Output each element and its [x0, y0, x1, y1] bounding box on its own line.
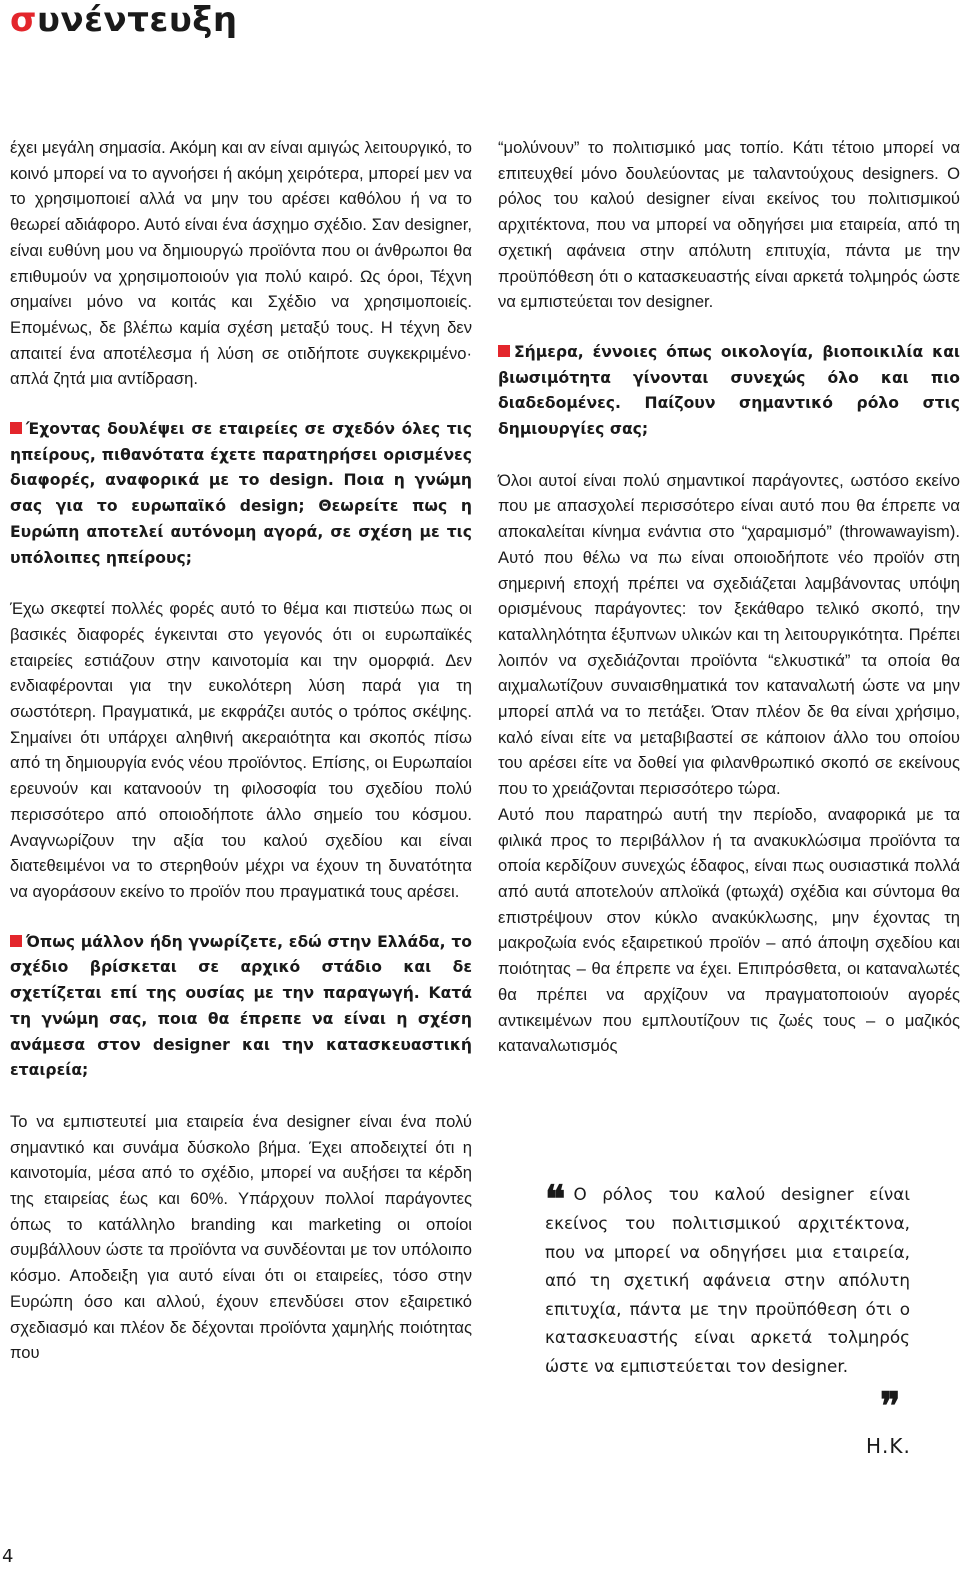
open-quote-icon: ❝ — [545, 1176, 566, 1221]
left-column — [10, 135, 472, 1391]
pull-quote-text: Ο ρόλος του καλού designer είναι εκείνος του πολιτισμικού αρχιτέκτονα, που να μπορεί να οδηγήσει μια εταιρεία, από τη σχετική αφάνεια στην απόλυτη επιτυχία, πάντα με την προϋπόθεση ότι ο κατασκευαστής είναι αρκετά τολμηρός ώστε να εμπιστεύεται τον designer. — [545, 1184, 910, 1376]
question-bullet-icon — [10, 422, 22, 434]
question-text: Έχοντας δουλέψει σε εταιρείες σε σχεδόν όλες τις ηπείρους, πιθανότατα έχετε παρατηρήσει ορισμένες διαφορές, αναφορικά με το design. Ποια η γνώμη σας για το ευρωπαϊκό design; Θεωρείτε πως η Ευρώπη αποτελεί αυτόνομη αγορά, σε σχέση με τις υπόλοιπες ηπείρους; — [10, 420, 472, 567]
page-number: 4 — [2, 1546, 14, 1567]
answer-paragraph: έχει μεγάλη σημασία. Ακόμη και αν είναι αμιγώς λειτουργικό, το κοινό μπορεί να το αγνοήσει ή ακόμη χειρότερα, μπορεί μεν να το χρησιμοποιεί αλλά να μην του αρέσει καθόλου ή να το θεωρεί αδιάφορο. Αυτό είναι ένα άσχημο σχέδιο. Σαν designer, είναι ευθύνη μου να δημιουργώ προϊόντα που οι άνθρωποι θα επιθυμούν να χρησιμοποιούν για πολύ καιρό. Ως όροι, Τέχνη σημαίνει μόνο να κοιτάς και Σχέδιο να χρησιμοποιείς. Επομένως, δε βλέπω καμία σχέση μεταξύ τους. Η τέχνη δεν απαιτεί ένα αποτέλεσμα ή λύση σε οτιδήποτε συγκεκριμένο· απλά ζητά μια αντίδραση. — [10, 138, 472, 389]
answer-paragraph: Το να εμπιστευτεί μια εταιρεία ένα designer είναι ένα πολύ σημαντικό και συνάμα δύσκολο βήμα. Έχει αποδειχτεί ότι η καινοτομία, μέσα από το σχέδιο, μπορεί να αυξήσει τα κέρδη της εταιρείας έως και 60%. Υπάρχουν πολλοί παράγοντες όπως το κατάλληλο branding και marketing οι οποίοι συμβάλλουν ώστε τα προϊόντα να συνδέονται με τον υπόλοιπο κόσμο. Αποδειξη για αυτό είναι ότι οι εταιρείες, τόσο στην Ευρώπη όσο και αλλού, έχουν επενδύσει στον εξαιρετικό σχεδιασμό και πλέον δε δέχονται προϊόντα χαμηλής ποιότητας που — [10, 1111, 472, 1363]
question-bullet-icon — [498, 345, 510, 357]
question-text: Σήμερα, έννοιες όπως οικολογία, βιοποικιλία και βιωσιμότητα γίνονται συνεχώς όλο και πιο διαδεδομένες. Παίζουν σημαντικό ρόλο στις δημιουργίες σας; — [498, 342, 960, 439]
answer-paragraph: Έχω σκεφτεί πολλές φορές αυτό το θέμα και πιστεύω πως οι βασικές διαφορές έγκεινται στο γεγονός ότι οι ευρωπαϊκές εταιρείες εστιάζουν στην καινοτομία και την ομορφιά. Δεν ενδιαφέρονται για την ευκολότερη λύση παρά για τη σωστότερη. Πραγματικά, με εκφράζει αυτός ο τρόπος σκέψης. Σημαίνει ότι υπάρχει αληθινή ακεραιότητα και σκοπός πίσω από τη δημιουργία ενός νέου προϊόντος. Επίσης, οι Ευρωπαίοι ερευνούν και κατανοούν τη φιλοσοφία του σχεδίου πολύ περισσότερο από οποιοδήποτε άλλο σημείο του κόσμου. Αναγνωρίζουν την αξία του καλού σχεδίου και είναι διατεθειμένοι να το στερηθούν μέχρι να έχουν τη δυνατότητα να αγοράσουν εκείνο το προϊόν που πραγματικά τους αρέσει. — [10, 599, 472, 901]
section-title-initial: σ — [10, 0, 37, 40]
close-quote-icon: ❞ — [880, 1383, 901, 1428]
pull-quote — [545, 1176, 910, 1380]
answer-paragraph: Αυτό που παρατηρώ αυτή την περίοδο, αναφορικά με τα φιλικά προς το περιβάλλον ή τα ανακυκλώσιμα προϊόντα τα οποία κερδίζουν συνεχώς έδαφος, είναι πως ουσιαστικά πολλά από αυτά αποτελούν απλοϊκά (φτωχά) σχέδια και σύντομα θα επιστρέψουν στον κύκλο ανακύκλωσης, μην έχοντας τη μακροζωία ενός εξαιρετικού προϊόν – από άποψη σχεδίου και ποιότητας – θα έπρεπε να έχει. Επιπρόσθετα, οι καταναλωτές θα πρέπει να αρχίζουν να πραγματοποιούν αγορές αντικειμένων που εμπλουτίζουν τις ζωές τους – ο μαζικός καταναλωτισμός — [498, 804, 960, 1056]
question-text: Όπως μάλλον ήδη γνωρίζετε, εδώ στην Ελλάδα, το σχέδιο βρίσκεται σε αρχικό στάδιο και δε σχετίζεται επί της ουσίας με την παραγωγή. Κατά τη γνώμη σας, ποια θα έπρεπε να είναι η σχέση ανάμεσα στον designer και την κατασκευαστική εταιρεία; — [10, 932, 472, 1080]
section-title-rest: υνέντευξη — [36, 0, 238, 40]
answer-paragraph: “μολύνουν” το πολιτισμικό μας τοπίο. Κάτι τέτοιο μπορεί να επιτευχθεί μόνο δουλεύοντας με ταλαντούχους designers. Ο ρόλος του καλού designer είναι εκείνος του πολιτισμικού αρχιτέκτονα, που να μπορεί να οδηγήσει μια εταιρεία, από τη σχετική αφάνεια στην απόλυτη επιτυχία, πάντα με την προϋπόθεση ότι ο κατασκευαστής είναι αρκετά τολμηρός ώστε να εμπιστεύεται τον designer. — [498, 138, 960, 312]
interview-question — [498, 340, 960, 443]
right-column — [498, 135, 960, 1059]
answer-paragraph: Όλοι αυτοί είναι πολύ σημαντικοί παράγοντες, ωστόσο εκείνο που με απασχολεί περισσότερο είναι αυτό που θα έπρεπε να αποκαλείται κίνημα ενάντια στο “χαραμισμό” (throwawayism). Αυτό που θέλω να πω είναι οποιοδήποτε νέο προϊόν στη σημερινή εποχή πρέπει να σχεδιάζεται λαμβάνοντας υπόψη ορισμένους παράγοντες: τον ξεκάθαρο τελικό σκοπό, την καταλληλότητα έξυπνων υλικών και τη λειτουργικότητα. Πρέπει λοιπόν να σχεδιάζονται προϊόντα “ελκυστικά” τα οποία θα αιχμαλωτίζουν συναισθηματικά τον καταναλωτή ώστε να μην μπορεί απλά να το πετάξει. Όταν πλέον δε θα είναι χρήσιμο, καλό είναι είτε να μεταβιβαστεί σε κάποιον άλλο του οποίου του αρέσει είτε να δοθεί για φιλανθρωπικό σκοπό σε εκείνους που το χρειάζονται περισσότερο τώρα. — [498, 470, 960, 799]
interview-question — [10, 417, 472, 571]
interview-question — [10, 930, 472, 1084]
question-bullet-icon — [10, 935, 22, 947]
section-title — [10, 0, 238, 40]
quote-author-initials: Η.Κ. — [866, 1434, 911, 1458]
